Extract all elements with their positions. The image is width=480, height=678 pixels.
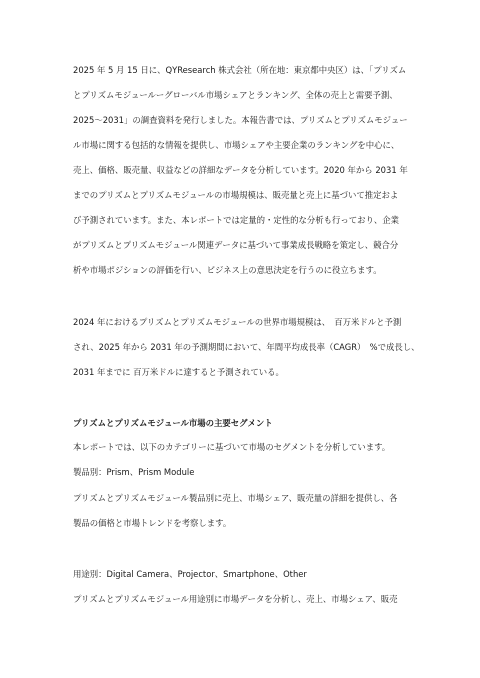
paragraph1-line: 売上、価格、販売量、収益などの詳細なデータを分析しています。2020 年から 2031 年: [73, 165, 408, 175]
section-heading: プリズムとプリズムモジュール市場の主要セグメント: [73, 418, 273, 428]
paragraph1-line: とプリズムモジュールーグローバル市場シェアとランキング、全体の売上と需要予測、: [73, 90, 398, 100]
paragraph1-line: 2025 年 5 月 15 日に、QYResearch 株式会社（所在地：東京都中央区）は、「プリズム: [73, 65, 407, 75]
paragraph2-line: され、2025 年から 2031 年の予測期間において、年間平均成長率（CAGR） %で成長し、: [73, 342, 420, 352]
by-application-desc-line: プリズムとプリズムモジュール用途別に市場データを分析し、売上、市場シェア、販売: [73, 594, 398, 604]
by-application-label: 用途別：Digital Camera、Projector、Smartphone、Other: [73, 569, 307, 579]
by-product-desc-line: 製品の価格と市場トレンドを考察します。: [73, 518, 232, 528]
paragraph1-line: までのプリズムとプリズムモジュールの市場規模は、販売量と売上に基づいて推定およ: [73, 190, 399, 200]
paragraph1-line: ル市場に関する包括的な情報を提供し、市場シェアや主要企業のランキングを中心に、: [73, 140, 400, 150]
paragraph1-line: び予測されています。また、本レポートでは定量的・定性的な分析も行っており、企業: [73, 215, 399, 225]
by-product-desc-line: プリズムとプリズムモジュール製品別に売上、市場シェア、販売量の詳細を提供し、各: [73, 493, 398, 503]
paragraph1-line: がプリズムとプリズムモジュール関連データに基づいて事業成長戦略を策定し、競合分: [73, 240, 399, 250]
paragraph1-line: 析や市場ポジションの評価を行い、ビジネス上の意思決定を行うのに役立ちます。: [73, 265, 382, 275]
paragraph2-line: 2024 年におけるプリズムとプリズムモジュールの世界市場規模は、 百万米ドルと予測: [73, 317, 402, 327]
by-product-label: 製品別：Prism、Prism Module: [73, 467, 195, 477]
paragraph1-line: 2025〜2031」の調査資料を発行しました。本報告書では、プリズムとプリズムモジュー: [73, 115, 408, 125]
section-intro: 本レポートでは、以下のカテゴリーに基づいて市場のセグメントを分析しています。: [73, 442, 391, 452]
paragraph2-line: 2031 年までに 百万米ドルに達すると予測されている。: [73, 367, 284, 377]
